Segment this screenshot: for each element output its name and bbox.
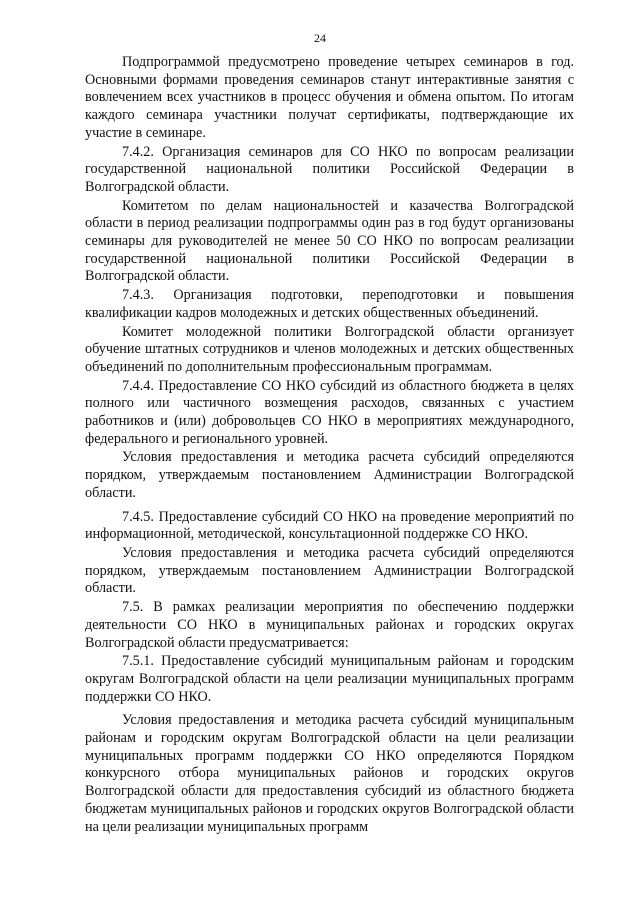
paragraph-subsidy-conditions-2: Условия предоставления и методика расчета субсидий определяются порядком, утверждаемым постановлением Администрации Волгоградской области.	[85, 544, 574, 597]
paragraph-subsidy-conditions-1: Условия предоставления и методика расчета субсидий определяются порядком, утверждаемым постановлением Администрации Волгоградской области.	[85, 449, 574, 501]
section-7-5-heading: 7.5. В рамках реализации мероприятия по обеспечению поддержки деятельности СО НКО в муниципальных районах и городских округах Волгоградской области предусматривается:	[85, 599, 574, 651]
section-7-4-4-heading: 7.4.4. Предоставление СО НКО субсидий из областного бюджета в целях полного или частичного возмещения расходов, связанных с участием работников и (или) добровольцев СО НКО в мероприятиях международного, федерального и регионального уровней.	[85, 377, 574, 447]
paragraph-municipal-subsidy-conditions: Условия предоставления и методика расчета субсидий муниципальным районам и городским округам Волгоградской области на цели реализации муниципальных программ поддержки СО НКО определяются Порядком конкурсного отбора муниципальных районов и городских округов Волгоградской области для предоставления субсидий из областного бюджета бюджетам муниципальных районов и городских округов Волгоградской области на цели реализации муниципальных программ	[85, 712, 574, 835]
section-7-4-3-heading: 7.4.3. Организация подготовки, переподготовки и повышения квалификации кадров молодежных и детских общественных объединений.	[85, 287, 574, 321]
document-body	[85, 54, 574, 836]
section-7-5-1-heading: 7.5.1. Предоставление субсидий муниципальным районам и городским округам Волгоградской области на цели реализации муниципальных программ поддержки СО НКО.	[85, 653, 574, 705]
section-7-4-5-heading: 7.4.5. Предоставление субсидий СО НКО на проведение мероприятий по информационной, методической, консультационной поддержке СО НКО.	[85, 508, 574, 543]
page-number: 24	[314, 31, 326, 45]
paragraph-seminars-plan: Подпрограммой предусмотрено проведение четырех семинаров в год. Основными формами проведения семинаров станут интерактивные занятия с вовлечением всех участников в процесс обучения и обмена опытом. По итогам каждого семинара участники получат сертификаты, подтверждающие их участие в семинаре.	[85, 54, 574, 141]
paragraph-youth-committee: Комитет молодежной политики Волгоградской области организует обучение штатных сотрудников и членов молодежных и детских общественных объединений по дополнительным профессиональным программам.	[85, 323, 574, 375]
section-7-4-2-heading: 7.4.2. Организация семинаров для СО НКО по вопросам реализации государственной национальной политики Российской Федерации в Волгоградской области.	[85, 143, 574, 195]
paragraph-nationalities-committee: Комитетом по делам национальностей и казачества Волгоградской области в период реализации подпрограммы один раз в год будут организованы семинары для руководителей не менее 50 СО НКО по вопросам реализации государственной национальной политики Российской Федерации в Волгоградской области.	[85, 197, 574, 285]
